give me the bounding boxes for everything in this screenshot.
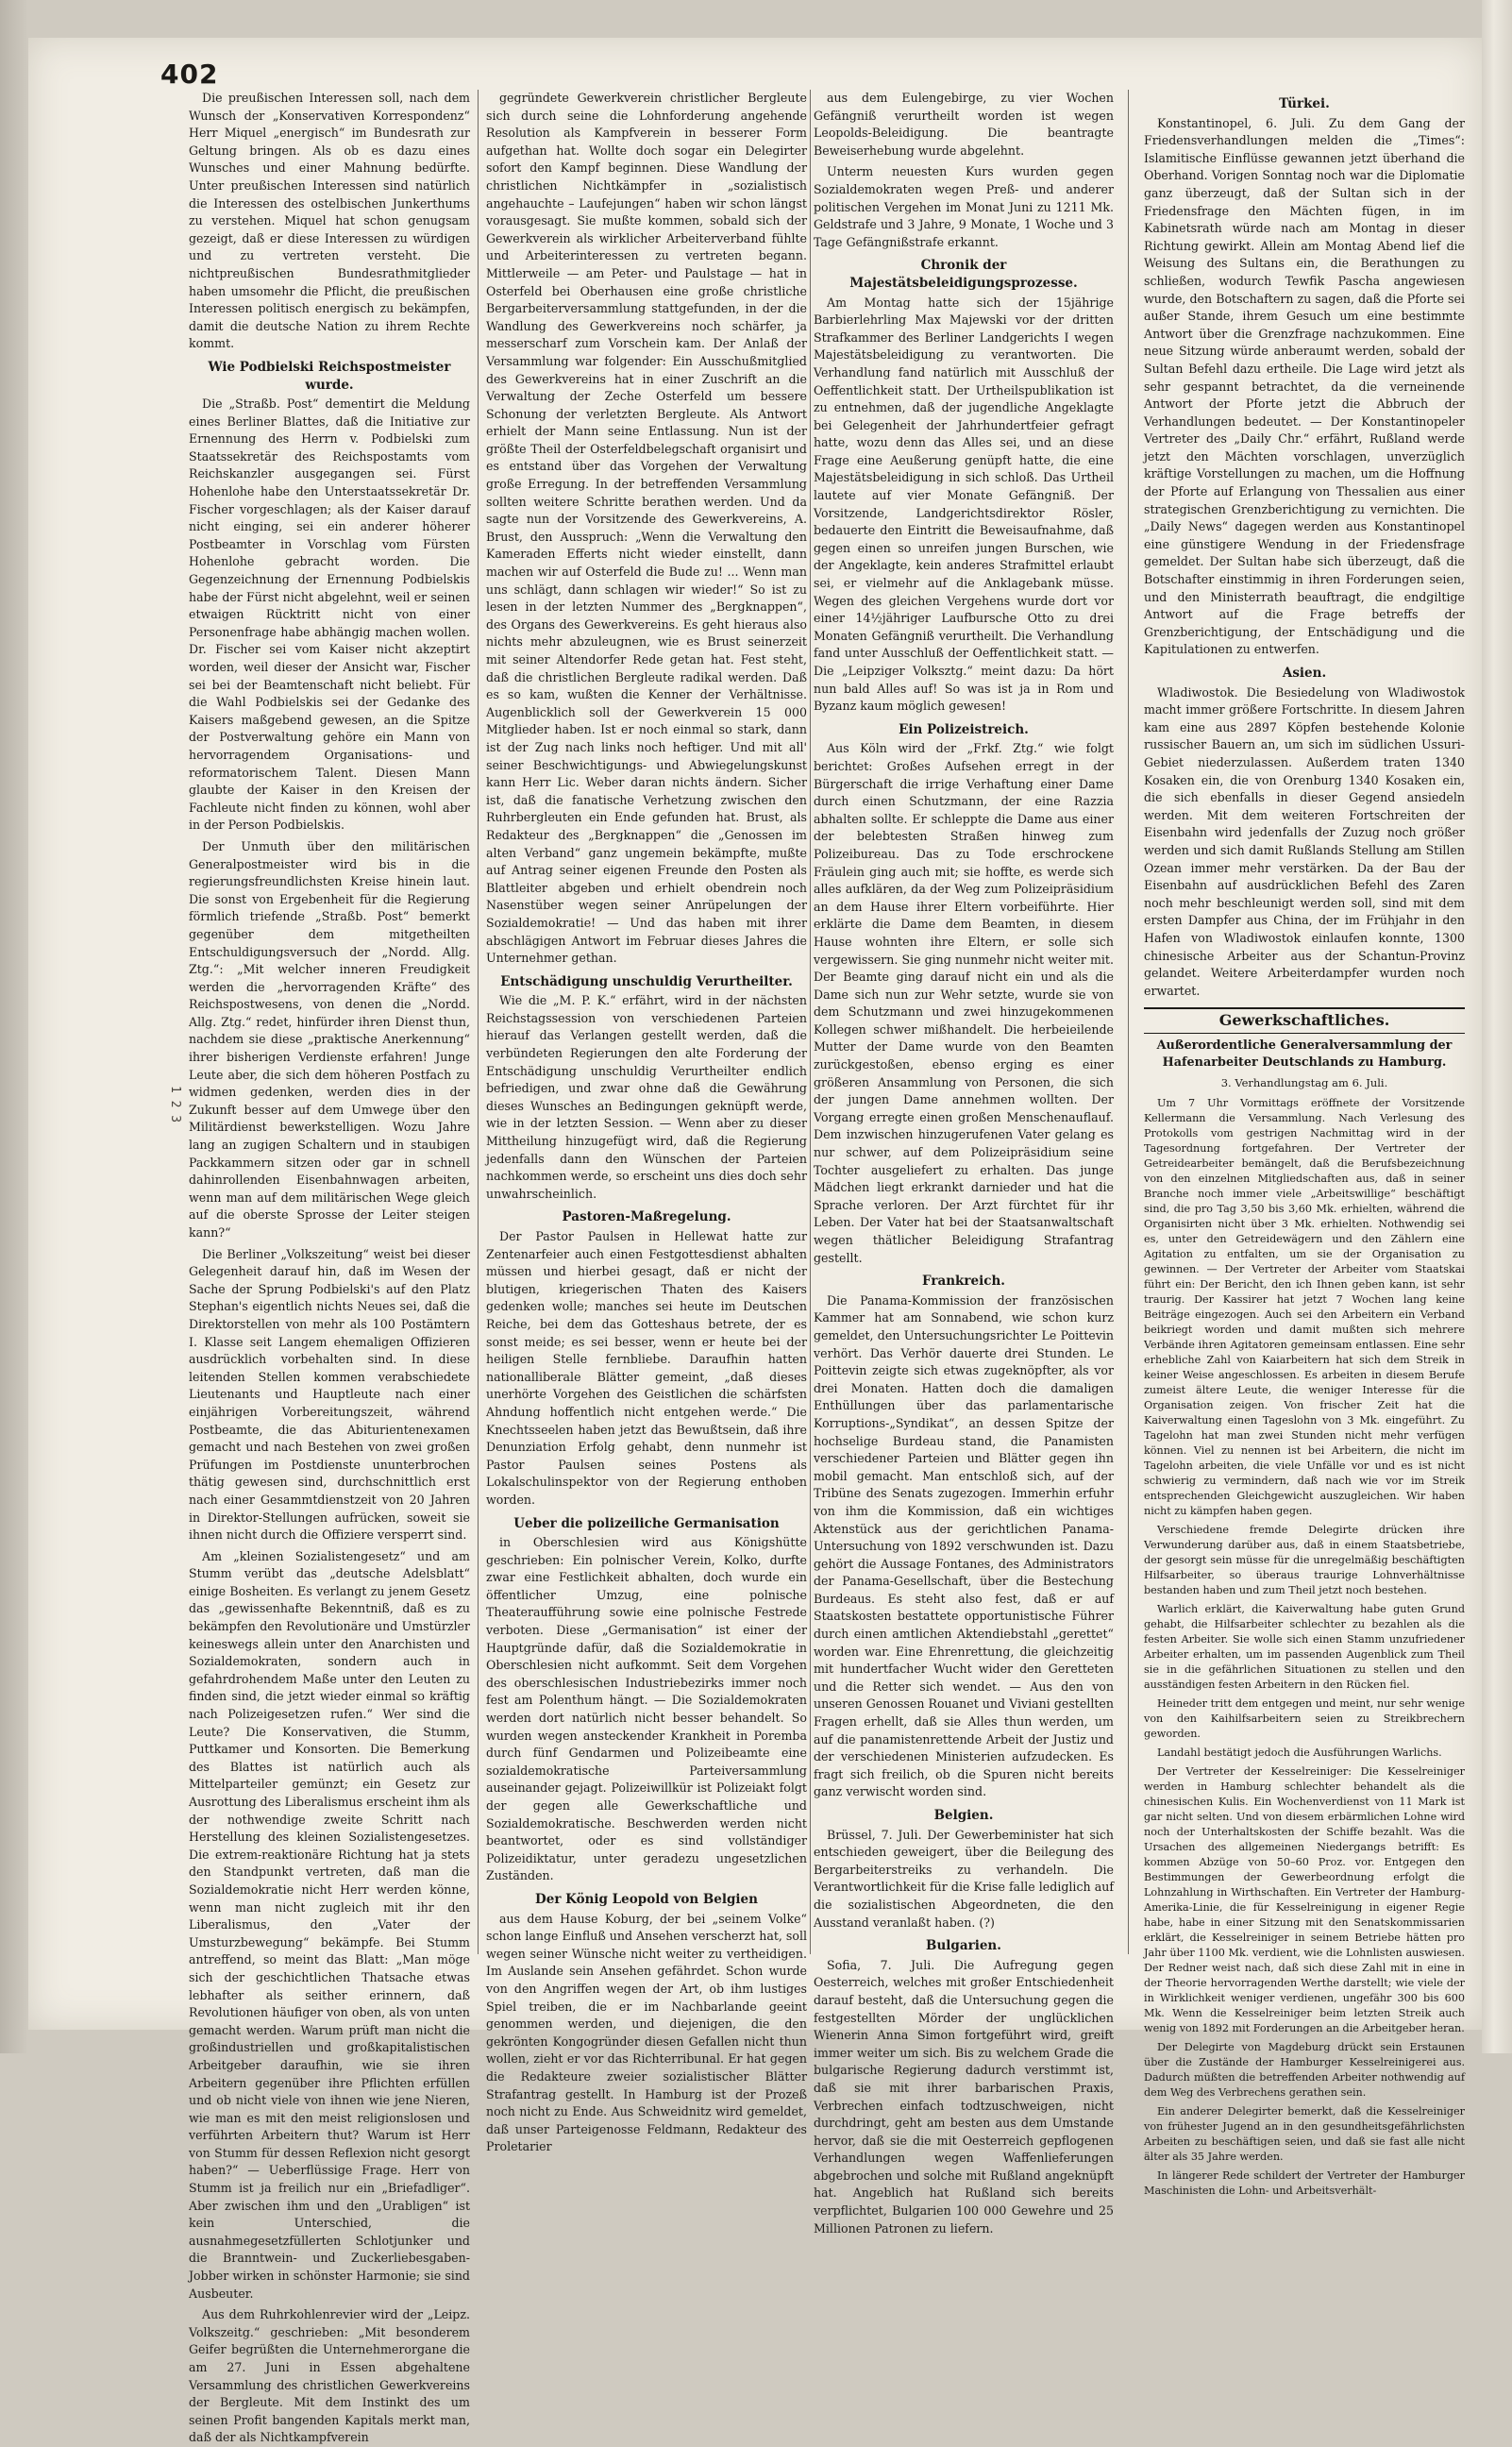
- article-paragraph: Der Delegirte von Magdeburg drückt sein Erstaunen über die Zustände der Hamburger Kesselreinigerei aus. Dadurch müßten die betreffenden Arbeiter nothwendig auf dem Weg des Verbrechens gerathen sein.: [1144, 2040, 1465, 2099]
- section-heading-bulgarien: Bulgarien.: [926, 1938, 1001, 1954]
- article-paragraph: Heineder tritt dem entgegen und meint, nur sehr wenige von den Kaihilfsarbeitern seien zu Streikbrechern geworden.: [1144, 1696, 1465, 1740]
- article-heading: Ein Polizeistreich.: [899, 721, 1029, 737]
- article-paragraph: In längerer Rede schildert der Vertreter der Hamburger Maschinisten die Lohn- und Arbeitsverhält-: [1144, 2169, 1465, 2197]
- article-heading: Chronik der Majestätsbeleidigungsprozesse.: [849, 258, 1078, 291]
- article-paragraph: Ein anderer Delegirter bemerkt, daß die Kesselreiniger von frühester Jugend an in den gesundheitsgefährlichsten Arbeiten zu beschäftigen seien, und daß sie fast alle nicht älter als 35 Jahre werden.: [1144, 2104, 1465, 2163]
- article-paragraph: Aus dem Ruhrkohlenrevier wird der „Leipz. Volkszeitg.“ geschrieben: „Mit besonderem Geifer begrüßten die Unternehmerorgane die am 27. Juni in Essen abgehaltene Versammlung des christlichen Gewerkvereins der Bergleute. Mit dem Instinkt des um seinen Profit bangenden Kapitals merkt man, daß der als Nichtkampfverein: [189, 2307, 470, 2445]
- column-2: [486, 90, 808, 2154]
- article-dateline: 3. Verhandlungstag am 6. Juli.: [1220, 1076, 1388, 1090]
- article-heading: Pastoren-Maßregelung.: [562, 1209, 731, 1225]
- article-paragraph: Die Berliner „Volkszeitung“ weist bei dieser Gelegenheit darauf hin, daß im Wesen der Sache der Sprung Podbielski's auf den Platz Stephan's eigentlich nichts Neues sei, daß die Direktorstellen von mehr als 100 Postämtern I. Klasse seit Langem ehemaligen Offizieren ausdrücklich vorbehalten sind. In diese leitenden Stellen kommen verabschiedete Lieutenants und Hauptleute nach einer einjährigen Vorbereitungszeit, während Postbeamte, die das Abiturientenexamen gemacht und nach Bestehen von zwei großen Prüfungen im Postdienste ununterbrochen thätig gewesen sind, durchschnittlich erst nach einer Gesammtdienstzeit von 20 Jahren in Direktor-Stellungen aufrücken, soweit sie ihnen nicht durch die Offiziere versperrt sind.: [189, 1246, 470, 1543]
- article-paragraph: Warlich erklärt, die Kaiverwaltung habe guten Grund gehabt, die Hilfsarbeiter schlechter zu bezahlen als die festen Arbeiter. Sie wolle sich einen Stamm unzufriedener Arbeiter erhalten, um im passenden Augenblick zum Theil sie in die gefährlichen Situationen zu stellen und den ausständigen festen Arbeitern in den Rücken fiel.: [1144, 1602, 1465, 1691]
- article-paragraph: Am Montag hatte sich der 15jährige Barbierlehrling Max Majewski vor der dritten Strafkammer des Berliner Landgerichts I wegen Majestätsbeleidigung zu verantworten. Die Verhandlung fand natürlich mit Ausschluß der Oeffentlichkeit statt. Der Urtheilspublikation ist zu entnehmen, daß der jugendliche Angeklagte bei Gelegenheit der Jahrhundertfeier gefragt hatte, wozu denn das Alles sei, und an diese Frage eine Aeußerung genüpft hatte, die eine Majestätsbeleidigung in sich schloß. Das Urtheil lautete auf vier Monate Gefängniß. Der Vorsitzende, Landgerichtsdirektor Rösler, bedauerte den Eintritt die Beweisaufnahme, daß gegen einen so unreifen jungen Burschen, wie der Angeklagte, kein anderes Strafmittel erlaubt sei, er vielmehr auf die Anklagebank müsse. Wegen des gleichen Vergehens wurde dort vor einer 14½jähriger Laufbursche Otto zu drei Monaten Gefängniß verurtheilt. Die Verhandlung fand unter Ausschluß der Oeffentlichkeit statt. — Die „Leipziger Volksztg.“ meint dazu: Da hört nun bald Alles auf! So was ist ja in Rom und Byzanz kaum möglich gewesen!: [814, 295, 1114, 714]
- article-paragraph: Brüssel, 7. Juli. Der Gewerbeminister hat sich entschieden geweigert, über die Beilegung des Bergarbeiterstreiks zu verhandeln. Die Verantwortlichkeit für die Krise falle lediglich auf die sozialistischen Abgeordneten, die den Ausstand veranlaßt haben. (?): [814, 1827, 1114, 1930]
- section-heading-asien: Asien.: [1282, 666, 1327, 681]
- article-paragraph: Der Vertreter der Kesselreiniger: Die Kesselreiniger werden in Hamburg schlechter behandelt als die chinesischen Kulis. Ein Wochenverdienst von 11 Mark ist gar nicht selten. Und von diesem erbärmlichen Lohne wird noch der Unterhaltskosten der Schiffe bezahlt. Was die Ursachen des allgemeinen Niedergangs betrifft: Es kommen Abzüge von 50–60 Proz. vor. Entgegen den Bestimmungen der Gewerbeordnung erfolgt die Lohnzahlung in Wirthschaften. Ein Vertreter der Hamburg-Amerika-Linie, die für Kesselreinigung in eigener Regie habe, habe in einer Sitzung mit den Senatskommissarien erklärt, die Kesselreiniger in seinem Betriebe hätten pro Jahr über 1100 Mk. verdient, wie die Lohnlisten auswiesen. Der Redner weist nach, daß sich diese Zahl mit in eine in der Theorie hervorragenden Werthe darstellt; wie viele der in Wirklichkeit weniger verdienen, ungefähr 300 bis 600 Mk. Wenn die Kesselreiniger beim letzten Streik auch wenig von 1892 mit Forderungen an die Arbeitgeber heran.: [1144, 1764, 1465, 2034]
- article-heading: Entschädigung unschuldig Verurtheilter.: [500, 973, 793, 989]
- article-paragraph: Wie die „M. P. K.“ erfährt, wird in der nächsten Reichstagssession von verschiedenen Parteien hierauf das Verlangen gestellt werden, daß die verbündeten Regierungen den alte Forderung der Entschädigung unschuldig Verurtheilter endlich befriedigen, und zwar ohne daß die Gewährung dieses Wunsches an Bedingungen geknüpft werde, wie in der letzten Session. — Wenn aber zu dieser Mittheilung hinzugefügt wird, daß die Regierung jedenfalls dann den Wünschen der Parteien nachkommen werde, so erscheint uns dies doch sehr unwahrscheinlich.: [486, 993, 807, 1201]
- article-heading: Wie Podbielski Reichspostmeister wurde.: [208, 359, 451, 393]
- column-rule: [1128, 90, 1129, 1954]
- article-paragraph: gegründete Gewerkverein christlicher Bergleute sich durch seine die Lohnforderung angehende Resolution als Kampfverein in besserer Form aufgethan hat. Wollte doch sogar ein Delegirter sofort den Kampf beginnen. Diese Wandlung der christlichen Nichtkämpfer in „sozialistisch angehauchte – Laufejungen“ haben wir schon längst vorausgesagt. Sie mußte kommen, sobald sich der Gewerkverein als wirklicher Arbeiterverband fühlte und Arbeiterinteressen zu vertreten begann. Mittlerweile — am Peter- und Paulstage — hat in Osterfeld bei Oberhausen eine große christliche Bergarbeiterversammlung stattgefunden, in der die Wandlung des Gewerkvereins noch schärfer, ja messerscharf zum Vorschein kam. Der Anlaß der Versammlung war folgender: Ein Ausschußmitglied des Gewerkvereins hat in einer Zuschrift an die Verwaltung der Zeche Osterfeld um bessere Schonung der verletzten Bergleute. Als Antwort erhielt der Mann seine Entlassung. Nun ist der größte Theil der Osterfeldbelegschaft organisirt und es entstand über das Vorgehen der Verwaltung große Erregung. In der betreffenden Versammlung sollten weitere Schritte berathen werden. Und da sagte nun der Vorsitzende des Gewerkvereins, A. Brust, den Ausspruch: „Wenn die Verwaltung den Kameraden Efferts nicht wieder einstellt, dann machen wir auf Osterfeld die Bude zu! ... Wenn man uns schlägt, dann schlagen wir wieder!“ So ist zu lesen in der letzten Nummer des „Bergknappen“, des Organs des Gewerkvereins. Es geht hieraus also nichts mehr abzuleugnen, wie es Brust seinerzeit mit seiner Altendorfer Rede getan hat. Fest steht, daß die christlichen Bergleute radikal werden. Daß es so kam, wußten die Kenner der Verhältnisse. Augenblicklich soll der Gewerkverein 15 000 Mitglieder haben. Ist er noch einmal so stark, dann ist der Zug nach links noch heftiger. Und mit all' seiner Beschwichtigungs- und Abwiegelungskunst kann Herr Lic. Weber daran nichts ändern. Sicher ist, daß die fanatische Verhetzung zwischen den Ruhrbergleuten ein Ende gefunden hat. Brust, als Redakteur des „Bergknappen“ die „Genossen im alten Verband“ ganz ungemein bekämpfte, mußte auf Antrag seiner eigenen Freunde den Posten als Blattleiter abgeben und erhielt obendrein noch Nasenstüber wegen seiner Anrüpelungen der Sozialdemokratie! — Und das haben mit ihrer abschlägigen Antwort im Februar dieses Jahres die Unternehmer gethan.: [486, 91, 807, 966]
- article-paragraph: in Oberschlesien wird aus Königshütte geschrieben: Ein polnischer Verein, Kolko, durfte zwar eine Festlichkeit abhalten, doch wurde ein öffentlicher Umzug, eine polnische Theateraufführung sowie eine polnische Festrede verboten. Diese „Germanisation“ ist einer der Hauptgründe dafür, daß die Sozialdemokratie in Oberschlesien nicht aufkommt. Seit dem Vorgehen des oberschlesischen Industriebezirks immer noch fest am Polenthum hängt. — Die Sozialdemokraten werden dort natürlich nicht besser behandelt. So wurden wegen ansteckender Krankheit in Poremba durch fünf Gendarmen und Polizeibeamte eine sozialdemokratische Parteiversammlung auseinander gejagt. Polizeiwillkür ist Polizeiakt folgt der gegen alle Gewerkschaftliche und Sozialdemokratische. Beschwerden werden nicht beantwortet, oder es sind vollständiger Polizeidiktatur, unter geradezu ungesetzlichen Zuständen.: [486, 1535, 807, 1883]
- article-subheading: Außerordentliche Generalversammlung der Hafenarbeiter Deutschlands zu Hamburg.: [1156, 1038, 1453, 1071]
- section-banner-gewerkschaftliches: Gewerkschaftliches.: [1144, 1007, 1465, 1034]
- column-rule: [478, 90, 479, 1954]
- scan-right-edge: [1482, 0, 1512, 2053]
- article-heading: Der König Leopold von Belgien: [535, 1891, 758, 1907]
- article-paragraph: Konstantinopel, 6. Juli. Zu dem Gang der Friedensverhandlungen melden die „Times“: Islamitische Einflüsse gewannen jetzt überhand die Oberhand. Vorigen Sonntag noch war die Diplomatie ganz überzeugt, daß der Sultan sich in der Friedensfrage den Mächten fügen, in im Kabinetsrath würde nach am Montag in dieser Richtung gewirkt. Allein am Montag Abend lief die Weisung des Sultans ein, die Berathungen zu schließen, wodurch Tewfik Pascha angewiesen wurde, den Botschaftern zu sagen, daß die Pforte sei außer Stande, ihrem Gesuch um eine bestimmte Antwort über die Grenzfrage nachzukommen. Eine neue Sitzung würde anberaumt werden, sobald der Sultan Befehl dazu ertheile. Die Lage wird jetzt als sehr gespannt betrachtet, da die verneinende Antwort der Pforte jetzt die Abbruch der Verhandlungen bedeutet. — Der Konstantinopeler Vertreter des „Daily Chr.“ erfährt, Rußland werde jetzt den Mächten vorschlagen, unverzüglich kräftige Vorstellungen zu machen, um die Hoffnung der Pforte auf Erlangung von Thessalien aus einer strategischen Grenzberichtigung zu vernichten. Die „Daily News“ dagegen werden aus Konstantinopel eine günstigere Wendung in der Friedensfrage gemeldet. Der Sultan habe sich überzeugt, daß die Botschafter einstimmig in ihren Forderungen seien, und den Ministerrath beauftragt, die endgiltige Antwort auf die Frage betreffs der Grenzberichtigung, der Entschädigung und die Kapitulationen zu entwerfen.: [1144, 115, 1465, 657]
- article-paragraph: Die „Straßb. Post“ dementirt die Meldung eines Berliner Blattes, daß die Initiative zur Ernennung des Herrn v. Podbielski zum Staatssekretär des Reichspostamts vom Reichskanzler ausgegangen sei. Fürst Hohenlohe habe den Unterstaatssekretär Dr. Fischer vorgeschlagen; als der Kaiser darauf nicht einging, sei ein anderer höherer Postbeamter in Vorschlag vom Fürsten Hohenlohe gebracht worden. Die Gegenzeichnung der Ernennung Podbielskis habe der Fürst nicht abgelehnt, weil er seinen etwaigen Rücktritt nicht von einer Personenfrage habe abhängig machen wollen. Dr. Fischer sei vom Kaiser nicht akzeptirt worden, weil dieser der Ansicht war, Fischer sei bei der Beamtenschaft nicht beliebt. Für die Wahl Podbielskis sei der Gedanke des Kaisers maßgebend gewesen, an die Spitze der Postverwaltung gehöre ein Mann von hervorragendem Organisations- und reformatorischem Talent. Diesen Mann glaubte der Kaiser in den Kreisen der Fachleute nicht finden zu können, wohl aber in der Person Podbielskis.: [189, 397, 470, 833]
- column-4: [1144, 90, 1465, 2197]
- article-paragraph: Am „kleinen Sozialistengesetz“ und am Stumm verübt das „deutsche Adelsblatt“ einige Bosheiten. Es verlangt zu jenem Gesetz das „gewissenhafte Bekenntniß, daß es zu bekämpfen den Revolutionäre und Umstürzler keineswegs allein unter den Anarchisten und Sozialdemokraten, sondern auch in gefahrdrohendem Maße unter den Leuten zu finden sind, die jetzt wieder einmal so kräftig nach Polizeigesetzen rufen.“ Wer sind die Leute? Die Konservativen, die Stumm, Puttkamer und Konsorten. Die Bemerkung des Blattes ist natürlich auch als Mittelparteiler gemünzt; ein Gesetz zur Ausrottung des Liberalismus erscheint ihm als der nothwendige zweite Schritt nach Herstellung des kleinen Sozialistengesetzes. Die extrem-reaktionäre Richtung hat ja stets den Standpunkt vertreten, daß man die Sozialdemokratie nicht Herr werden könne, wenn man nicht zugleich mit ihr den Liberalismus, den „Vater der Umsturzbewegung“ bekämpfe. Bei Stumm antreffend, so meint das Blatt: „Man möge sich der geschichtlichen Thatsache etwas lebhafter als seither erinnern, daß Revolutionen häufiger von oben, als von unten gemacht werden. Warum prüft man nicht die großindustriellen und großkapitalistischen Arbeitgeber daraufhin, wie sie ihren Arbeitern gegenüber ihre Pflichten erfüllen und ob nicht viele von ihnen wie jene Nieren, wie man es mit den meist religionslosen und verführten Arbeitern thut? Warum ist Herr von Stumm für dessen Reflexion nicht gesorgt haben?“ — Ueberflüssige Frage. Herr von Stumm ist ja freilich nur ein „Briefadliger“. Aber zwischen ihm und den „Urabligen“ ist kein Unterschied, die ausnahmegesetzfüllerten Schlotjunker und die Branntwein- und Zuckerliebesgaben-Jobber wirken in schönster Harmonie; sie sind Ausbeuter.: [189, 1548, 470, 2301]
- scan-left-edge: [0, 0, 28, 2053]
- article-paragraph: Wladiwostok. Die Besiedelung von Wladiwostok macht immer größere Fortschritte. In diesem Jahren kam eine aus 2897 Köpfen bestehende Kolonie russischer Bauern an, um sich im südlichen Ussuri-Gebiet niederzulassen. Außerdem traten 1340 Kosaken ein, die von Orenburg 1340 Kosaken ein, die sich ebenfalls in dieser Gegend ansiedeln werden. Mit dem weiteren Fortschreiten der Eisenbahn wird jedenfalls der Zuzug noch größer werden und sich damit Rußlands Stellung am Stillen Ozean immer mehr verstärken. Da der Bau der Eisenbahn auf ausdrücklichen Befehl des Zaren noch mehr beschleunigt werden soll, sind mit dem ersten Dampfer aus China, der im Frühjahr in den Hafen von Wladiwostok einlaufen konnte, 1300 chinesische Arbeiter aus der Schantun-Provinz gelandet. Weitere Arbeiterdampfer wurden noch erwartet.: [1144, 684, 1465, 998]
- page-number: 402: [160, 59, 219, 90]
- column-1: [189, 90, 470, 2445]
- column-3: [814, 90, 1114, 2236]
- article-paragraph: aus dem Eulengebirge, zu vier Wochen Gefängniß verurtheilt worden ist wegen Leopolds-Beleidigung. Die beantragte Beweiserhebung wurde abgelehnt.: [814, 91, 1114, 158]
- article-paragraph: aus dem Hause Koburg, der bei „seinem Volke“ schon lange Einfluß und Ansehen verscherzt hat, soll wegen seiner Wünsche nicht weiter zu vertheidigen. Im Auslande sein Ansehen gefährdet. Schon wurde von den Angriffen wegen der Art, ob ihm lustiges Spiel treiben, die er im Nachbarlande geeint genommen werden, und diejenigen, die den gekrönten Kongogründer diesen Gefallen nicht thun wollen, zieht er vor das Richterribunal. Er hat gegen die Redakteure zweier sozialistischer Blätter Strafantrag gestellt. In Hamburg ist der Prozeß noch nicht zu Ende. Aus Schweidnitz wird gemeldet, daß unser Parteigenosse Feldmann, Redakteur des Proletarier: [486, 1911, 808, 2154]
- article-paragraph: Aus Köln wird der „Frkf. Ztg.“ wie folgt berichtet: Großes Aufsehen erregt in der Bürgerschaft die irrige Verhaftung einer Dame durch einen Schutzmann, der eine Razzia abhalten sollte. Er schleppte die Dame aus einer der belebtesten Straßen hinweg zum Polizeibureau. Das zu Tode erschrockene Fräulein ging auch mit; sie hoffte, es werde sich alles aufklären, da der Weg zum Polizeipräsidium an dem Hause ihrer Eltern vorbeiführte. Hier erklärte die Dame dem Beamten, in diesem Hause wohnten ihre Eltern, er solle sich vergewissern. Sie ging nunmehr nicht weiter mit. Der Beamte ging darauf nicht ein und als die Dame sich nun zur Wehr setzte, wurde sie von dem Schutzmann und zwei hinzugekommenen Kollegen schwer mißhandelt. Die herbeieilende Mutter der Dame wurde von den Beamten zurückgestoßen, ebenso erging es einer größeren Ansammlung von Personen, die sich der jungen Dame annehmen wollten. Der Vorgang erregte einen großen Menschenauflauf. Dem inzwischen hinzugerufenen Vater gelang es nur schwer, auf dem Polizeipräsidium seine Tochter ausgeliefert zu erhalten. Das junge Mädchen liegt erkrankt darnieder und hat die Sprache verloren. Der Arzt fürchtet für ihr Leben. Der Vater hat bei der Staatsanwaltschaft wegen thätlicher Beleidigung Strafantrag gestellt.: [814, 741, 1114, 1265]
- article-paragraph: Landahl bestätigt jedoch die Ausführungen Warlichs.: [1157, 1746, 1442, 1759]
- section-heading-belgien: Belgien.: [933, 1808, 994, 1823]
- column-rule: [810, 90, 811, 1954]
- article-heading: Ueber die polizeiliche Germanisation: [513, 1515, 780, 1531]
- article-paragraph: Der Pastor Paulsen in Hellewat hatte zur Zentenarfeier auch einen Festgottesdienst abhalten müssen und hierbei gesagt, daß er nicht der blutigen, kriegerischen Thaten des Kaisers gedenken wolle; manches sei heute im Deutschen Reiche, bei dem das Gotteshaus betrete, der es sonst meide; es sei besser, wenn er heute bei der heiligen Stelle fernbliebe. Daraufhin hatten nationalliberale Blätter gemeint, „daß dieses unerhörte Vorgehen des Geistlichen die schärfsten Ahndung hoffentlich nicht entgehen werde.“ Die Knechtsseelen haben jetzt das Bewußtsein, daß ihre Denunziation Erfolg gehabt, denn nunmehr ist Pastor Paulsen seines Postens als Lokalschulinspektor von der Regierung enthoben worden.: [486, 1229, 807, 1507]
- article-paragraph: Die Panama-Kommission der französischen Kammer hat am Sonnabend, wie schon kurz gemeldet, den Untersuchungsrichter Le Poittevin verhört. Das Verhör dauerte drei Stunden. Le Poittevin zeigte sich etwas zugeknöpfter, als vor drei Monaten. Hatten doch die damaligen Enthüllungen über das parlamentarische Korruptions-„Syndikat“, an dessen Spitze der hochselige Burdeau stand, die Panamisten verschiedener Parteien und Blätter gegen ihn mobil gemacht. Man entschloß sich, auf der Tribüne des Senats zugezogen. Immerhin erfuhr von ihm die Kommission, daß ein wichtiges Aktenstück aus der gerichtlichen Panama-Untersuchung von 1892 verschwunden ist. Dazu gehört die Aussage Fontanes, des Administrators der Panama-Gesellschaft, über die Bestechung Burdeaus. Es steht also fest, daß er auf Staatskosten bestattete opportunistische Führer durch einen amtlichen Aktendiebstahl „gerettet“ worden war. Eine Ehrenrettung, die gleichzeitig mit hundertfacher Wucht wider den Geretteten und die Retter sich wendet. — Aus den von unseren Genossen Rouanet und Viviani gestellten Fragen erhellt, daß sie Alles thun werden, um auf die panamistenrettende Arbeit der Justiz und der verschiedenen Ministerien aufzudecken. Es fragt sich freilich, ob die Spuren nicht bereits ganz verwischt worden sind.: [814, 1292, 1114, 1799]
- article-paragraph: Um 7 Uhr Vormittags eröffnete der Vorsitzende Kellermann die Versammlung. Nach Verlesung des Protokolls vom gestrigen Nachmittag wird in der Tagesordnung fortgefahren. Der Vertreter der Getreidearbeiter bemängelt, daß die Berufsbezeichnung von den einzelnen Mitgliedschaften aus, daß in seiner Branche noch immer viele „Arbeitswillige“ beschäftigt sind, die pro Tag 3,50 bis 3,60 Mk. erhielten, während die Organisirten nicht über 3 Mk. erhielten. Nothwendig sei es, unter den Getreidewägern und den Zählern eine Agitation zu entfalten, um sie der Organisation zu gewinnen. — Der Vertreter der Arbeiter vom Staatskai führt ein: Der Bericht, den ich Ihnen geben kann, ist sehr traurig. Der Kassirer hat jetzt 7 Wochen lang keine Beiträge eingezogen. Auch sei den Arbeitern ein Verband beikriegt worden und damit mußten sich mehrere Verbände ihren Agitatoren gemeinsam entlassen. Eine sehr erhebliche Zahl von Kaiarbeitern hat sich dem Streik in keiner Weise angeschlossen. Es arbeiten in diesem Berufe zumeist ältere Leute, die weniger Interesse für die Organisation zeigen. Von frischer Zeit hat die Kaiverwaltung einen Tageslohn von 3 Mk. eingeführt. Zu Tagelohn hat man zwei Stunden nicht mehr verfügen können. Viel zu nennen ist bei Arbeitern, die nicht im Tagelohn arbeiten, die viele Unfälle vor und es ist nicht schwierig zu vermindern, daß nach wie vor im Streik entsprechenden Gleichgewicht auszugleichen. Wir haben nicht zu kämpfen haben gegen.: [1144, 1096, 1465, 1517]
- article-paragraph: Verschiedene fremde Delegirte drücken ihre Verwunderung darüber aus, daß in einem Staatsbetriebe, der gesorgt sein müsse für die unregelmäßig beschäftigten Hilfsarbeiter, so überaus traurige Lohnverhältnisse bestanden haben und zum Theil jetzt noch bestehen.: [1144, 1523, 1465, 1596]
- margin-mark: 1 2 3: [168, 1086, 182, 1123]
- article-paragraph: Unterm neuesten Kurs wurden gegen Sozialdemokraten wegen Preß- und anderer politischen Vergehen im Monat Juni zu 1211 Mk. Geldstrafe und 3 Jahre, 9 Monate, 1 Woche und 3 Tage Gefängnißstrafe erkannt.: [814, 164, 1114, 249]
- section-heading-tuerkei: Türkei.: [1279, 96, 1330, 111]
- section-heading-frankreich: Frankreich.: [922, 1274, 1005, 1290]
- article-paragraph: Die preußischen Interessen soll, nach dem Wunsch der „Konservativen Korrespondenz“ Herr Miquel „energisch“ im Bundesrath zur Geltung bringen. Als ob es dazu eines Wunsches und einer Mahnung bedürfte. Unter preußischen Interessen sind natürlich die Interessen des ostelbischen Junkerthums zu verstehen. Miquel hat schon genugsam gezeigt, daß er diese Interessen zu würdigen und zu vertreten versteht. Die nichtpreußischen Bundesrathmitglieder haben umsomehr die Pflicht, die preußischen Interessen politisch energisch zu bekämpfen, damit die deutsche Nation zu ihrem Rechte kommt.: [189, 91, 470, 351]
- article-paragraph: Der Unmuth über den militärischen Generalpostmeister wird bis in die regierungsfreundlichsten Kreise hinein laut. Die sonst von Ergebenheit für die Regierung förmlich triefende „Straßb. Post“ bemerkt gegenüber dem mitgetheilten Entschuldigungsversuch der „Nordd. Allg. Ztg.“: „Mit welcher inneren Freudigkeit werden die „hervorragenden Kräfte“ des Reichspostwesens, von denen die „Nordd. Allg. Ztg.“ redet, hinfürder ihren Dienst thun, nachdem sie diese „praktische Anerkennung“ ihrer bisherigen Verdienste erfahren! Junge Leute aber, die sich dem höheren Postfach zu widmen gedenken, werden dies in der Zukunft besser auf dem Umwege über den Militärdienst bewerkstelligen. Wozu Jahre lang an zugigen Schaltern und in staubigen Packkammern sitzen oder gar in schnell dahinrollenden Eisenbahnwagen arbeiten, wenn man auf dem militärischen Wege gleich auf die oberste Sprosse der Leiter steigen kann?“: [189, 838, 470, 1240]
- article-paragraph: Sofia, 7. Juli. Die Aufregung gegen Oesterreich, welches mit großer Entschiedenheit darauf besteht, daß die Untersuchung gegen die festgestellten Mörder der unglücklichen Wienerin Anna Simon fortgeführt wird, greift immer weiter um sich. Bis zu welchem Grade die bulgarische Regierung dadurch verstimmt ist, daß sie mit ihrer barbarischen Praxis, Verbrechen einfach todtzuschweigen, nicht durchdringt, geht am besten aus dem Umstande hervor, daß sie die mit Oesterreich gepflogenen Verhandlungen wegen Waffenlieferungen abgebrochen und solche mit Rußland angeknüpft hat. Angeblich hat Rußland sich bereits verpflichtet, Bulgarien 100 000 Gewehre und 25 Millionen Patronen zu liefern.: [814, 1957, 1114, 2236]
